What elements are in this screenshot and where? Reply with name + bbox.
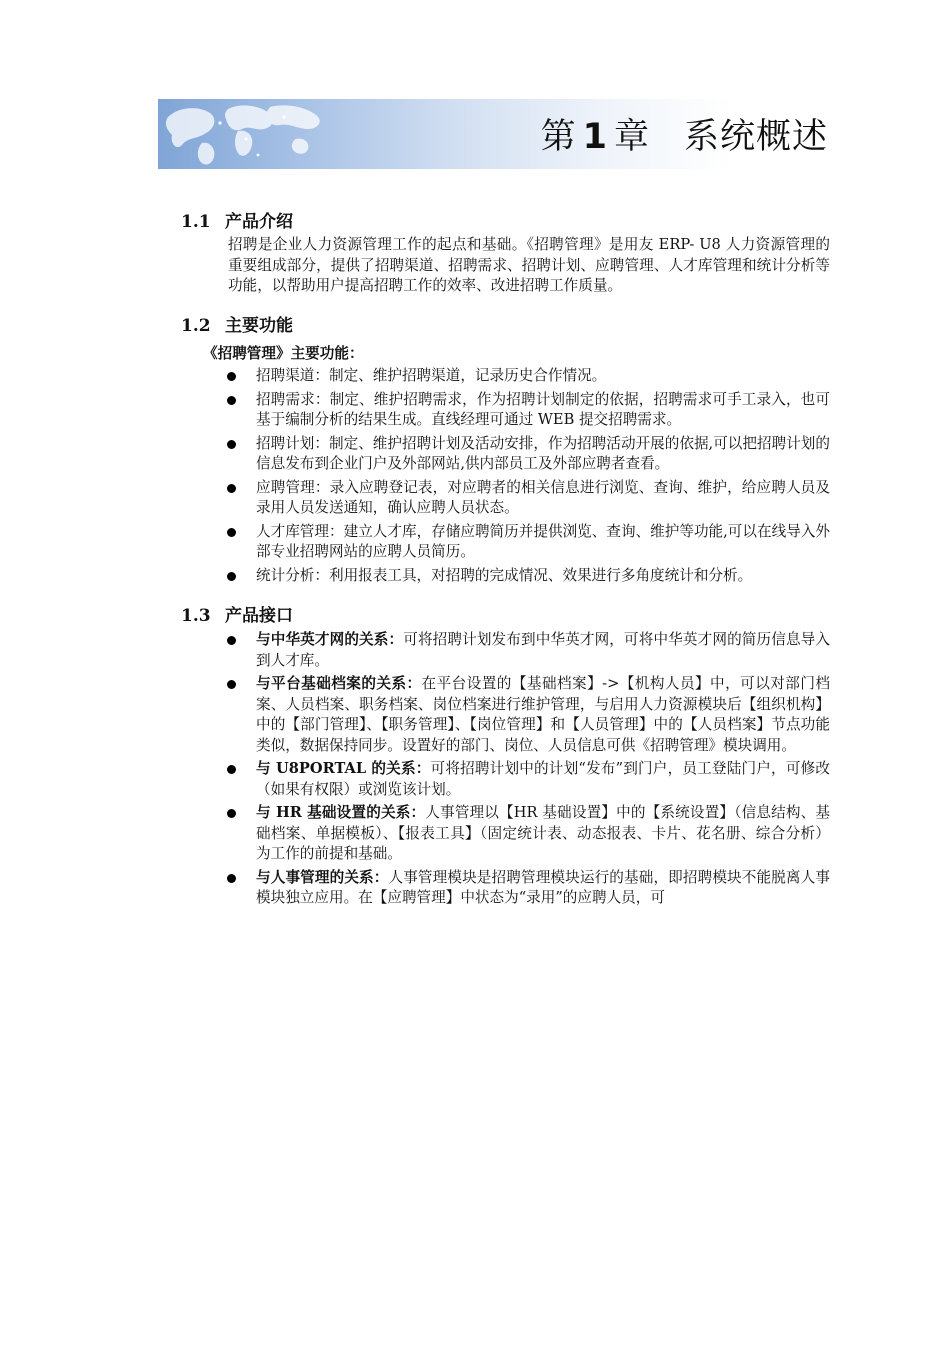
section-number: 1.3 [181, 606, 211, 626]
chapter-prefix: 第 [540, 117, 577, 157]
bullet-icon [227, 484, 236, 493]
bullet-icon [227, 636, 236, 645]
bullet-icon [227, 765, 236, 774]
list-item [0, 522, 830, 563]
list-item-lead: 与平台基础档案的关系： [256, 675, 422, 692]
list-item [0, 434, 830, 475]
list-item-text: 统计分析：利用报表工具，对招聘的完成情况、效果进行多角度统计和分析。 [256, 566, 753, 584]
interface-list [0, 630, 830, 912]
bullet-icon [227, 809, 236, 818]
chapter-banner [158, 99, 834, 169]
list-item-lead: 与 HR 基础设置的关系： [256, 804, 426, 821]
list-item [0, 366, 830, 387]
section-title: 主要功能 [225, 316, 293, 336]
list-item-text: 可将招聘计划发布到中华英才网，可将中华英才网的简历信息导入到人才库。 [256, 631, 830, 669]
feature-list [0, 366, 830, 589]
list-item [0, 674, 830, 756]
list-item-text: 人事管理模块是招聘管理模块运行的基础，即招聘模块不能脱离人事模块独立应用。在【应聘管理】中状态为“录用”的应聘人员，可 [256, 868, 830, 906]
chapter-suffix: 章 [613, 117, 650, 157]
bullet-icon [227, 874, 236, 883]
list-item-text: 在平台设置的【基础档案】->【机构人员】中，可以对部门档案、人员档案、职务档案、岗位档案进行维护管理，与启用人力资源模块后【组织机构】中的【部门管理】、【职务管理】、【岗位管理】和【人员管理】中的【人员档案】节点功能类似，数据保持同步。设置好的部门、岗位、人员信息可供《招聘管理》模块调用。 [256, 675, 830, 754]
subheading: 《招聘管理》主要功能： [203, 345, 364, 362]
list-item-lead: 与 U8PORTAL 的关系： [256, 760, 431, 777]
list-item-text: 招聘需求：制定、维护招聘需求，作为招聘计划制定的依据，招聘需求可手工录入，也可基于编制分析的结果生成。直线经理可通过 WEB 提交招聘需求。 [256, 390, 830, 428]
list-item [0, 478, 830, 519]
list-item-text: 人事管理以【HR 基础设置】中的【系统设置】（信息结构、基础档案、单据模板）、【报表工具】（固定统计表、动态报表、卡片、花名册、综合分析）为工作的前提和基础。 [256, 804, 830, 862]
list-item-text: 应聘管理：录入应聘登记表，对应聘者的相关信息进行浏览、查询、维护，给应聘人员及录用人员发送通知，确认应聘人员状态。 [256, 478, 830, 516]
section-title: 产品介绍 [225, 212, 293, 232]
list-item [0, 566, 830, 587]
list-item [0, 868, 830, 909]
section-heading [181, 311, 293, 336]
section-paragraph: 招聘是企业人力资源管理工作的起点和基础。《招聘管理》是用友 ERP- U8 人力资源管理的重要组成部分，提供了招聘渠道、招聘需求、招聘计划、应聘管理、人才库管理和统计分析等功能，以帮助用户提高招聘工作的效率、改进招聘工作质量。 [228, 236, 830, 294]
bullet-icon [227, 680, 236, 689]
list-item-lead: 与中华英才网的关系： [256, 631, 404, 648]
chapter-number: 1 [582, 117, 608, 157]
bullet-icon [227, 572, 236, 581]
chapter-name: 系统概述 [683, 117, 828, 157]
bullet-icon [227, 440, 236, 449]
bullet-icon [227, 528, 236, 537]
section-heading [181, 207, 293, 232]
list-item-text: 招聘渠道：制定、维护招聘渠道，记录历史合作情况。 [256, 367, 607, 384]
section-number: 1.1 [181, 212, 211, 232]
chapter-title [541, 109, 828, 159]
list-item-text: 可将招聘计划中的计划“发布”到门户，员工登陆门户，可修改（如果有权限）或浏览该计划。 [256, 760, 830, 798]
bullet-icon [227, 396, 236, 405]
list-item [0, 630, 830, 671]
list-item [0, 759, 830, 800]
section-title: 产品接口 [225, 606, 293, 626]
list-item-lead: 与人事管理的关系： [256, 868, 389, 886]
section-number: 1.2 [181, 316, 211, 336]
list-item [0, 803, 830, 865]
list-item-text: 招聘计划：制定、维护招聘计划及活动安排，作为招聘活动开展的依据,可以把招聘计划的信息发布到企业门户及外部网站,供内部员工及外部应聘者查看。 [256, 434, 830, 472]
list-item-text: 人才库管理：建立人才库，存储应聘简历并提供浏览、查询、维护等功能,可以在线导入外部专业招聘网站的应聘人员简历。 [256, 522, 830, 560]
bullet-icon [227, 372, 236, 381]
list-item [0, 390, 830, 431]
section-heading [181, 601, 293, 626]
